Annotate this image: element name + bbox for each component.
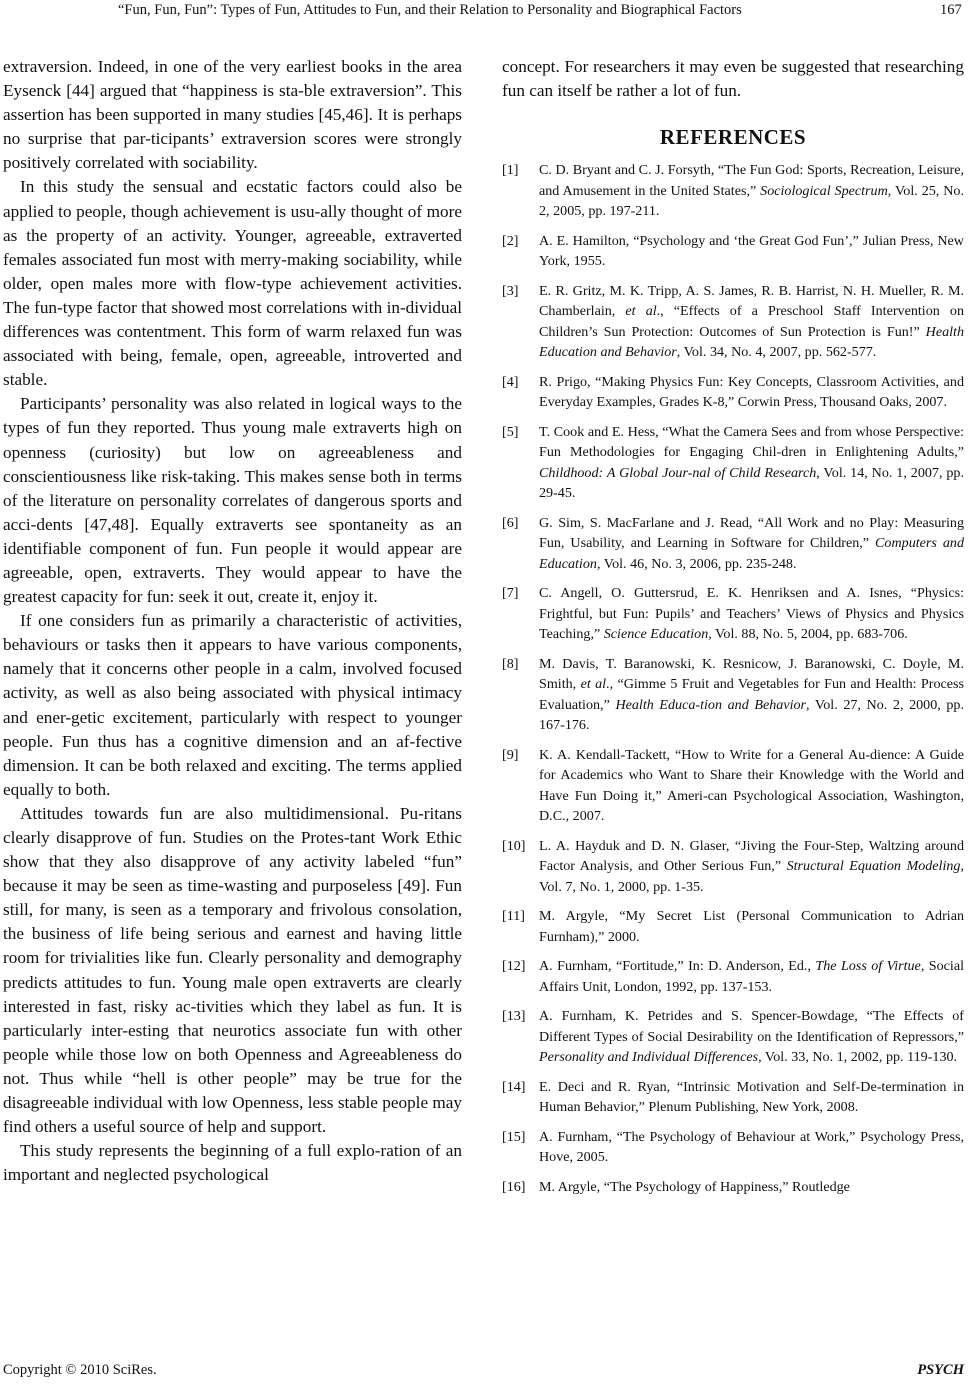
reference-item — [502, 906, 964, 947]
reference-item — [502, 1177, 964, 1198]
body-paragraph: extraversion. Indeed, in one of the very earliest books in the area Eysenck [44] argued that “happiness is sta-ble extraversion”. This assertion has been supported in many studies [45,46]. It is perhaps no surprise that par-ticipants’ extraversion scores were strongly positively correlated with sociability. — [3, 57, 462, 173]
body-paragraph: This study represents the beginning of a full explo-ration of an important and neglected psychological — [3, 1141, 462, 1185]
reference-text: M. Davis, T. Baranowski, K. Resnicow, J. Baranowski, C. Doyle, M. Smith, — [539, 655, 964, 693]
reference-text: G. Sim, S. MacFarlane and J. Read, “All Work and no Play: Measuring Fun, Usability, and Learning in Software for Children,” — [539, 514, 964, 552]
reference-number: [4] — [502, 373, 519, 390]
reference-italic-text: Science Education — [603, 626, 709, 643]
reference-number: [8] — [502, 655, 519, 672]
reference-text: K. A. Kendall-Tackett, “How to Write for a General Au-dience: A Guide for Academics who Want to Share their Knowledge with the World and Have Fun Doing it,” Ameri-can Psychological Association, Washington, D.C., 2007. — [539, 746, 964, 825]
reference-text: , Vol. 33, No. 1, 2002, pp. 119-130. — [758, 1049, 958, 1066]
reference-italic-text: Childhood: A Global Jour-nal of Child Research — [539, 464, 817, 481]
reference-text: ., “Gimme 5 Fruit and Vegetables for Fun and Health: Process Evaluation,” — [539, 676, 964, 713]
reference-number: [1] — [502, 162, 519, 179]
running-title: “Fun, Fun, Fun”: Types of Fun, Attitudes to Fun, and their Relation to Personality and Biographical Factors — [118, 2, 742, 18]
reference-item — [502, 372, 964, 413]
reference-text: E. Deci and R. Ryan, “Intrinsic Motivation and Self-De-termination in Human Behavior,” Plenum Publishing, New York, 2008. — [539, 1078, 964, 1116]
page-number: 167 — [940, 2, 962, 18]
reference-item — [502, 1006, 964, 1068]
reference-item — [502, 1077, 964, 1118]
reference-number: [9] — [502, 746, 519, 763]
reference-number: [6] — [502, 514, 519, 531]
reference-item — [502, 1127, 964, 1168]
right-column — [502, 55, 964, 1206]
reference-item — [502, 160, 964, 222]
body-paragraph: Participants’ personality was also related in logical ways to the types of fun they reported. Thus young male extraverts high on openness (curiosity) but low on agreeableness and conscientiousness like risk-taking. This makes sense both in terms of the literature on personality correlates of dangerous sports and acci-dents [47,48]. Equally extraverts see spontaneity as an identifiable component of fun. Fun people it would appear are agreeable, open, extraverts. They would appear to have the greatest capacity for fun: seek it out, create it, enjoy it. — [3, 394, 462, 607]
reference-number: [13] — [502, 1008, 526, 1025]
references-heading: REFERENCES — [659, 125, 807, 150]
reference-italic-text: The Loss of Virtue — [815, 958, 921, 975]
reference-item — [502, 654, 964, 736]
body-paragraph: concept. For researchers it may even be suggested that researching fun can itself be rather a lot of fun. — [502, 57, 964, 101]
reference-item — [502, 513, 964, 575]
reference-item — [502, 745, 964, 827]
reference-text: , Vol. 27, No. 2, 2000, pp. 167-176. — [539, 696, 965, 734]
reference-text: A. Furnham, “Fortitude,” In: D. Anderson, Ed., — [539, 958, 816, 975]
reference-number: [14] — [502, 1078, 526, 1095]
page-footer — [0, 1362, 968, 1384]
reference-text: , Vol. 46, No. 3, 2006, pp. 235-248. — [596, 555, 797, 572]
reference-text: , Vol. 7, No. 1, 2000, pp. 1-35. — [539, 858, 964, 895]
reference-text: L. A. Hayduk and D. N. Glaser, “Jiving the Four-Step, Waltzing around Factor Analysis, and Other Serious Fun,” — [539, 837, 964, 875]
reference-number: [16] — [502, 1178, 526, 1195]
reference-italic-text: Structural Equation Modeling — [786, 858, 961, 875]
reference-item — [502, 956, 964, 997]
reference-item — [502, 836, 964, 898]
reference-italic-text: Health Educa-tion and Behavior — [615, 696, 807, 713]
reference-text: M. Argyle, “My Secret List (Personal Communication to Adrian Furnham),” 2000. — [539, 908, 964, 945]
body-paragraph: Attitudes towards fun are also multidimensional. Pu-ritans clearly disapprove of fun. Studies on the Protes-tant Work Ethic show that they also disapprove of any activity labeled “fun” because it may be seen as time-wasting and purposeless [49]. Fun still, for many, is seen as a temporary and frivolous consolation, the business of life being serious and earnest and having little room for trivialities like fun. Clearly personality and demography predicts attitudes to fun. Young male open extraverts are clearly interested in fast, risky ac-tivities which they label as fun. It is particularly inter-esting that neurotics associate fun with other people while those low on both Openness and Agreeableness do not. Thus while “hell is other people” may be true for the disagreeable individual with low Openness, less stable people may find others a useful source of help and support. — [3, 803, 462, 1137]
reference-text: A. E. Hamilton, “Psychology and ‘the Great God Fun’,” Julian Press, New York, 1955. — [539, 232, 964, 270]
reference-text: , Social Affairs Unit, London, 1992, pp. 137-153. — [539, 958, 965, 995]
reference-text: M. Argyle, “The Psychology of Happiness,” Routledge — [539, 1178, 850, 1195]
reference-text: , Vol. 88, No. 5, 2004, pp. 683-706. — [708, 626, 908, 643]
reference-number: [12] — [502, 958, 526, 975]
reference-italic-text: Sociological Spectrum — [760, 182, 888, 199]
reference-number: [10] — [502, 837, 526, 854]
reference-text: , Vol. 34, No. 4, 2007, pp. 562-577. — [676, 344, 877, 361]
reference-italic-text: Personality and Individual Differences — [539, 1049, 759, 1066]
copyright-notice: Copyright © 2010 SciRes. — [3, 1362, 157, 1378]
left-column — [3, 55, 462, 1187]
reference-number: [15] — [502, 1128, 526, 1145]
reference-text: A. Furnham, “The Psychology of Behaviour at Work,” Psychology Press, Hove, 2005. — [539, 1128, 964, 1166]
reference-text: R. Prigo, “Making Physics Fun: Key Concepts, Classroom Activities, and Everyday Examples, Grades K-8,” Corwin Press, Thousand Oaks, 2007. — [539, 373, 964, 411]
reference-text: C. Angell, O. Guttersrud, E. K. Henriksen and A. Isnes, “Physics: Frightful, but Fun: Pupils’ and Teachers’ Views of Physics and Physics Teaching,” — [539, 585, 964, 643]
journal-name: PSYCH — [917, 1362, 964, 1378]
reference-item — [502, 231, 964, 272]
reference-italic-text: et al — [580, 676, 607, 693]
body-paragraph: In this study the sensual and ecstatic factors could also be applied to people, though achievement is usu-ally thought of more as the property of an activity. Younger, agreeable, extraverted females associated fun most with merry-making sociability, while older, open males more with flow-type achievement activities. The fun-type factor that showed most correlations with in-dividual differences was contentment. This form of warm relaxed fun was associated with being, female, open, agreeable, introverted and stable. — [3, 177, 462, 390]
reference-text: T. Cook and E. Hess, “What the Camera Sees and from whose Perspective: Fun Methodologies for Engaging Chil-dren in Enlightening Adults,” — [539, 423, 964, 461]
reference-list — [502, 160, 964, 1197]
reference-number: [2] — [502, 232, 519, 249]
reference-item — [502, 422, 964, 504]
reference-item — [502, 281, 964, 363]
reference-number: [11] — [502, 908, 525, 925]
page-header — [0, 0, 968, 26]
body-paragraph: If one considers fun as primarily a characteristic of activities, behaviours or tasks then it appears to have various components, namely that it concerns other people in a calm, involved focused activity, as well as also being associated with physical intimacy and ener-getic excitement, particularly with respect to younger people. Fun thus has a cognitive dimension and an af-fective dimension. It can be both relaxed and exciting. The terms applied equally to both. — [3, 611, 462, 799]
reference-text: A. Furnham, K. Petrides and S. Spencer-Bowdage, “The Effects of Different Types of Social Desirability on the Identification of Repressors,” — [539, 1008, 964, 1045]
reference-number: [5] — [502, 423, 519, 440]
reference-text: C. D. Bryant and C. J. Forsyth, “The Fun God: Sports, Recreation, Leisure, and Amusement in the United States,” — [539, 162, 964, 199]
reference-italic-text: Computers and Education — [539, 535, 964, 572]
reference-italic-text: Health Education and Behavior — [539, 323, 964, 361]
reference-number: [7] — [502, 585, 519, 602]
reference-text: E. R. Gritz, M. K. Tripp, A. S. James, R. B. Harrist, N. H. Mueller, R. M. Chamberlain, — [539, 282, 964, 320]
reference-number: [3] — [502, 282, 519, 299]
reference-text: ., “Effects of a Preschool Staff Intervention on Children’s Sun Protection: Outcomes of Sun Protection is Fun!” — [539, 303, 964, 340]
reference-italic-text: et al — [625, 303, 657, 320]
reference-text: , Vol. 14, No. 1, 2007, pp. 29-45. — [539, 464, 964, 502]
reference-text: , Vol. 25, No. 2, 2005, pp. 197-211. — [539, 182, 964, 220]
reference-item — [502, 583, 964, 645]
